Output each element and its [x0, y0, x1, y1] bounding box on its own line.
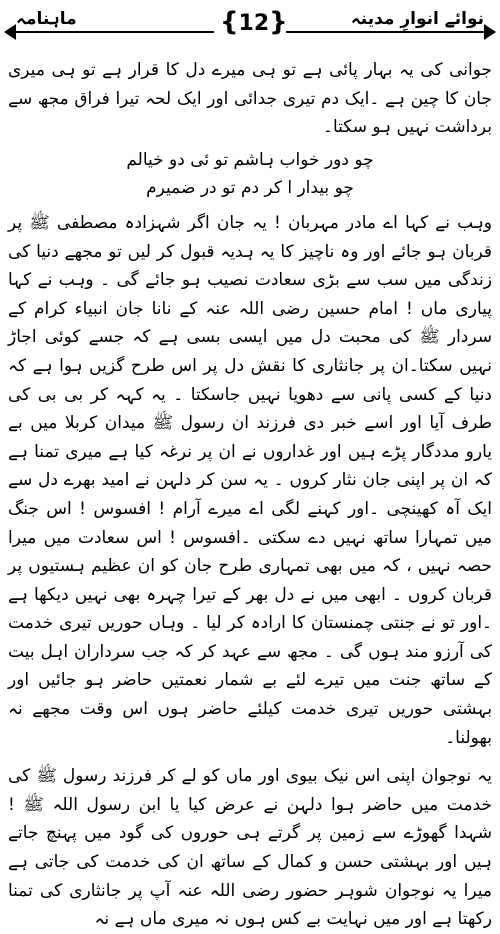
paragraph-2: وہب نے کہا اے مادر مہربان ! یہ جان اگر شہزادہ مصطفی ﷺ پر قربان ہو جائے اور وہ ناچیز کا یہ ہدیہ قبول کر لیں تو مجھے دنیا کی زندگی میں سب سے بڑی سعادت نصیب ہو جائے گی ۔ وہب نے کہا پیاری ماں ! امام حسین رضی اللہ عنہ کے نانا جان انبیاء کرام کے سردار ﷺ کی محبت دل میں ایسی بسی ہے کہ جسے کوئی اجاڑ نہیں سکتا۔ان پر جانثاری کا نقش دل پر اس طرح گزیں ہوا ہے کہ دنیا کے کسی پانی سے دھویا نہیں جاسکتا ۔ یہ کہہ کر بی بی کی طرف آیا اور اسے خبر دی فرزند ان رسول ﷺ میدان کربلا میں بے یارو مددگار پڑے ہیں اور غداروں نے ان پر نرغہ کیا ہے میری تمنا ہے کہ ان پر اپنی جان نثار کروں ۔ یہ سن کر دلہن نے امید بھرے دل سے ایک آہ کھینچی ۔اور کہنے لگی اے میرے آرام ! افسوس ! اس جنگ میں تمہارا ساتھ نہیں دے سکتی ۔افسوس ! اس سعادت میں میرا حصہ نہیں ، کہ میں بھی تمہاری طرح جان کو ان عظیم ہستیوں پر قربان کروں ۔ ابھی میں نے دل بھر کے تیرا چہرہ بھی نہیں دیکھا ہے ۔اور تو نے جنتی چمنستان کا ارادہ کر لیا ۔ وہاں حوریں تیری خدمت کی آرزو مند ہوں گی ۔ مجھ سے عہد کر کہ جب سرداران اہل بیت کے ساتھ جنت میں تیرے لئے بے شمار نعمتیں حاضر ہو جائیں اور بہشتی حوریں تیری خدمت کیلئے حاضر ہوں اس وقت مجھے نہ بھولنا۔ [8, 212, 492, 748]
right-arrow-ornament [484, 24, 496, 40]
page-number: {12} [220, 7, 288, 37]
persian-couplet [8, 146, 492, 203]
paragraph-3: یہ نوجوان اپنی اس نیک بیوی اور ماں کو لے کر فرزند رسول ﷺ کی خدمت میں حاضر ہوا دلہن نے عرض کیا یا ابن رسول اللہ ﷺ ! شہدا گھوڑے سے زمین پر گرتے ہی حوروں کی گود میں پہنچ جاتے ہیں اور بہشتی حسن و کمال کے ساتھ ان کی خدمت کی جاتی ہے میرا یہ نوجوان شوہر حضور رضی اللہ عنہ آپ پر جانثاری کی تمنا رکھتا ہے اور میں نہایت بے کس ہوں نہ میری ماں ہے نہ [8, 766, 492, 930]
page-header [0, 0, 500, 44]
page-number-value: 12 [238, 11, 270, 36]
verse-line-1: چو دور خواب ہاشم تو ئی دو خیالم [126, 149, 374, 170]
article-body [8, 56, 492, 934]
magazine-title: نوائے انوارِ مدینہ [350, 9, 484, 29]
header-rule-left [14, 31, 214, 33]
header-rule-right [286, 31, 486, 33]
magazine-label: ماہنامہ [16, 9, 77, 29]
paragraph-1: جوانی کی یہ بہار پائی ہے تو ہی میرے دل کا قرار ہے تو ہی میری جان کا چین ہے ۔ایک دم تیری جدائی اور ایک لحہ تیرا فراق مجھ سے برداشت نہیں ہو سکتا۔ [8, 60, 492, 138]
verse-line-2: چو بیدار ا کر دم تو در ضمیرم [146, 178, 354, 199]
